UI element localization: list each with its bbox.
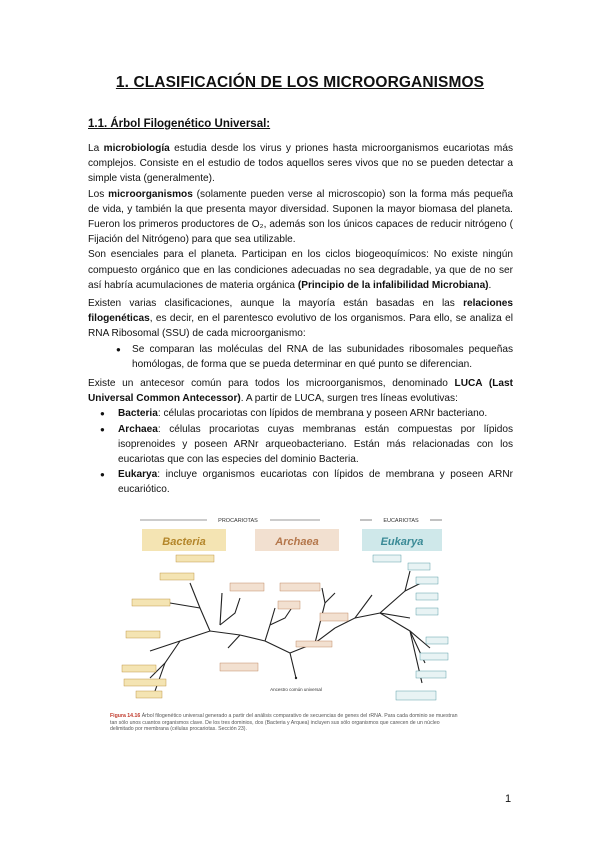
page-number: 1 (505, 793, 512, 805)
bacteria-domain-label: Bacteria (162, 536, 206, 548)
eukarya-leaf-labels (373, 555, 448, 700)
bacteria-leaf-labels (122, 555, 214, 698)
eukarya-domain-label: Eukarya (380, 536, 424, 548)
list-item: ● Eukarya: incluye organismos eucariotas con lípidos de membrana y poseen ARNr eucariótico. (88, 467, 513, 497)
intro-block (88, 141, 513, 293)
procariotas-label: PROCARIOTAS (218, 518, 258, 524)
figure-caption: Figura 14.16 Árbol filogenético universal generado a partir del análisis comparativo de secuencias de genes del rRNA. Para cada dominio se muestran tan sólo unos cuantos organismos clave. De los tres dominios, dos (Bacteria y Arquea) incluyen sus sólo organismos que carecen de un núcleo delimitado por membrana (células procariotas. Sección 23). (110, 713, 458, 733)
classification-block (88, 296, 513, 372)
archaea-leaf-labels (220, 583, 348, 671)
intro-paragraph-3: Son esenciales para el planeta. Participan en los ciclos biogeoquímicos: No existe ningún compuesto orgánico que en las condiciones adecuadas no sea degradable, ya que de no ser así habría acumulaciones de materia orgánica (Principio de la infalibilidad Microbiana). (88, 249, 513, 291)
section-heading: 1.1. Árbol Filogenético Universal: (88, 118, 271, 130)
list-item: ● Archaea: células procariotas cuyas membranas están compuestas por lípidos isoprenoides y poseen ARNr arqueobacteriano. Están más relacionadas con los eucariotas que con las especies del dominio Bacteria. (88, 422, 513, 468)
page-title: 1. CLASIFICACIÓN DE LOS MICROORGANISMOS (115, 74, 485, 91)
eucariotas-label: EUCARIOTAS (383, 518, 419, 524)
classification-paragraph: Existen varias clasificaciones, aunque la mayoría están basadas en las relaciones filogenéticas, es decir, en el parentesco evolutivo de los organismos. Para ello, se analiza el RNA Ribosomal (SSU) de cada microorganismo: (88, 298, 513, 340)
luca-node-label: Ancestro común universal (270, 687, 322, 692)
list-item: ● Bacteria: células procariotas con lípidos de membrana y poseen ARNr bacteriano. (88, 406, 513, 421)
luca-paragraph: Existe un antecesor común para todos los microorganismos, denominado LUCA (Last Universal Common Antecessor). A partir de LUCA, surgen tres líneas evolutivas: (88, 378, 513, 405)
intro-paragraph-2: Los microorganismos (solamente pueden verse al microscopio) son la forma más pequeña de vida, y también la que presenta mayor diversidad. Suponen la mayor biomasa del planeta. Fueron los primeros productores de O₂, además son los únicos capaces de reducir nitrógeno ( Fijación del Nitrógeno) para que sea utilizable. (88, 188, 513, 246)
archaea-domain-label: Archaea (275, 536, 319, 548)
list-item: ● Se comparan las moléculas del RNA de las subunidades ribosomales pequeñas homólogas, de forma que se pueda determinar en qué punto se diferencian. (88, 342, 513, 372)
phylogenetic-tree-figure (110, 513, 450, 713)
phylogenetic-tree (110, 513, 450, 713)
luca-block (88, 376, 513, 498)
intro-paragraph-1: La microbiología estudia desde los virus y priones hasta microorganismos eucariotas más complejos. Consiste en el estudio de todos aquellos seres vivos que no se pueden detectar a simple vista (generalmente). (88, 143, 513, 185)
luca-root (295, 677, 297, 679)
